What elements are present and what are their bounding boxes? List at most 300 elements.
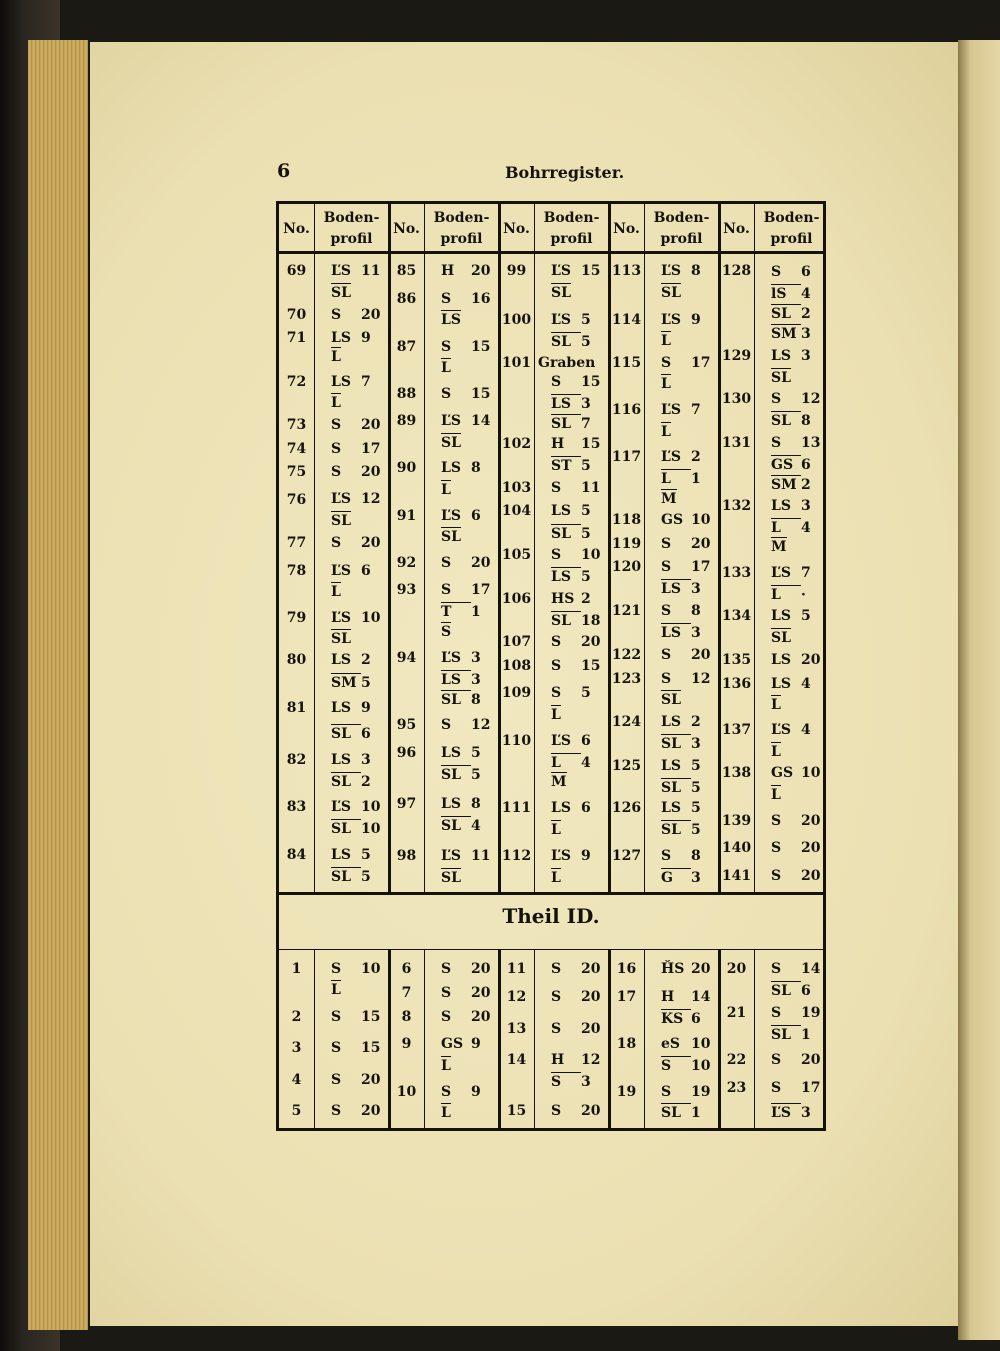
upper-bodenprofil-entry <box>534 503 609 519</box>
upper-bohrung-no: 110 <box>501 733 532 749</box>
upper-bohrung-no: 120 <box>611 559 642 575</box>
upper-bodenprofil-entry <box>754 676 829 692</box>
layer-thickness: 20 <box>801 652 821 668</box>
layer-thickness: 10 <box>361 821 381 837</box>
section-title: Theil ID. <box>502 904 600 928</box>
soil-symbol: SL <box>551 285 571 301</box>
upper-bodenprofil-entry <box>644 536 719 552</box>
upper-bodenprofil-entry <box>314 700 389 716</box>
upper-bodenprofil-entry <box>424 480 499 498</box>
upper-bohrung-no: 94 <box>396 650 417 666</box>
soil-symbol: S <box>441 1009 452 1025</box>
layer-thickness: 17 <box>691 559 711 575</box>
lower-bodenprofil-entry <box>314 1009 389 1025</box>
upper-bodenprofil-entry <box>644 623 719 641</box>
soil-symbol: L <box>551 822 561 838</box>
upper-bohrung-no: 103 <box>501 480 532 496</box>
upper-bodenprofil-entry <box>534 591 609 607</box>
upper-bohrung-no: 87 <box>396 339 417 355</box>
upper-bodenprofil-entry <box>644 355 719 371</box>
layer-thickness: 11 <box>361 263 381 279</box>
upper-bodenprofil-entry <box>424 508 499 524</box>
upper-bohrung-no: 76 <box>286 492 307 508</box>
layer-thickness: 7 <box>581 416 591 432</box>
soil-symbol: ĽS <box>331 610 351 626</box>
header-no: No. <box>723 220 750 237</box>
layer-thickness: 3 <box>691 581 701 597</box>
soil-symbol: SM <box>771 324 801 342</box>
layer-thickness: 8 <box>691 603 701 619</box>
soil-symbol: S <box>771 264 782 280</box>
upper-bohrung-no: 70 <box>286 307 307 323</box>
soil-symbol: LS <box>661 714 681 730</box>
soil-symbol: S <box>551 1103 562 1119</box>
upper-bodenprofil-entry <box>424 555 499 571</box>
upper-bodenprofil-entry <box>314 724 389 742</box>
upper-bohrung-no: 71 <box>286 330 307 346</box>
soil-symbol: S <box>331 961 342 977</box>
lower-bodenprofil-entry <box>754 1080 829 1096</box>
layer-thickness: 12 <box>471 717 491 733</box>
lower-bohrung-no: 3 <box>291 1040 302 1056</box>
layer-thickness: 17 <box>471 582 491 598</box>
layer-thickness: 5 <box>581 458 591 474</box>
soil-symbol: T <box>441 602 471 620</box>
upper-bodenprofil-entry <box>644 800 719 816</box>
layer-thickness: 6 <box>581 800 591 816</box>
layer-thickness: 9 <box>581 848 591 864</box>
soil-symbol: LS <box>331 374 351 390</box>
lower-bodenprofil-entry <box>424 1084 499 1100</box>
soil-symbol: SL <box>771 981 801 999</box>
upper-bodenprofil-entry <box>424 433 499 451</box>
layer-thickness: 6 <box>691 1011 701 1027</box>
layer-thickness: 12 <box>691 671 711 687</box>
soil-symbol: SL <box>441 529 461 545</box>
soil-symbol: LS <box>551 800 571 816</box>
soil-symbol: SL <box>331 867 361 885</box>
lower-bodenprofil-entry <box>314 1072 389 1088</box>
layer-thickness: 15 <box>581 263 601 279</box>
soil-symbol: SL <box>771 370 791 386</box>
upper-bodenprofil-entry <box>314 629 389 647</box>
layer-thickness: 10 <box>801 765 821 781</box>
layer-thickness: 4 <box>801 722 811 738</box>
soil-symbol: SL <box>441 435 461 451</box>
soil-symbol: S <box>551 989 562 1005</box>
soil-symbol: ĽS <box>331 491 351 507</box>
lower-bohrung-no: 1 <box>291 961 302 977</box>
layer-thickness: 10 <box>691 512 711 528</box>
soil-symbol: S <box>661 536 672 552</box>
soil-symbol: ĽS <box>551 848 571 864</box>
soil-symbol: LS <box>551 567 581 585</box>
soil-symbol: SL <box>661 1103 691 1121</box>
upper-bohrung-no: 75 <box>286 464 307 480</box>
upper-bodenprofil-entry <box>314 347 389 365</box>
upper-bodenprofil-entry <box>644 283 719 301</box>
layer-thickness: 10 <box>581 547 601 563</box>
layer-thickness: 20 <box>581 1021 601 1037</box>
upper-bodenprofil-entry <box>534 800 609 816</box>
upper-bohrung-no: 124 <box>611 714 642 730</box>
soil-symbol: SL <box>661 778 691 796</box>
soil-symbol: LS <box>661 800 681 816</box>
layer-thickness: 5 <box>581 503 591 519</box>
row-rule <box>279 949 823 950</box>
upper-bodenprofil-entry <box>754 391 829 407</box>
upper-bodenprofil-entry <box>534 733 609 749</box>
layer-thickness: 20 <box>471 1009 491 1025</box>
layer-thickness: 20 <box>471 985 491 1001</box>
upper-bodenprofil-entry <box>644 734 719 752</box>
layer-thickness: 5 <box>361 869 371 885</box>
upper-bodenprofil-entry <box>534 436 609 452</box>
soil-symbol: L <box>771 787 781 803</box>
soil-symbol: SL <box>441 870 461 886</box>
layer-thickness: 17 <box>361 441 381 457</box>
upper-bodenprofil-entry <box>534 820 609 838</box>
soil-symbol: M <box>771 539 787 555</box>
layer-thickness: 20 <box>801 813 821 829</box>
soil-symbol: S <box>331 1040 342 1056</box>
soil-symbol: S <box>661 559 672 575</box>
lower-bohrung-no: 23 <box>726 1080 747 1096</box>
soil-symbol: S <box>661 671 672 687</box>
upper-bohrung-no: 84 <box>286 847 307 863</box>
soil-symbol: LS <box>661 758 681 774</box>
upper-bodenprofil-entry <box>754 304 829 322</box>
soil-symbol: S <box>661 355 672 371</box>
lower-bohrung-no: 17 <box>616 989 637 1005</box>
layer-thickness: 4 <box>801 286 811 302</box>
upper-bohrung-no: 105 <box>501 547 532 563</box>
layer-thickness: 10 <box>361 799 381 815</box>
layer-thickness: 6 <box>471 508 481 524</box>
soil-symbol: ĽS <box>331 799 351 815</box>
soil-symbol: S <box>771 868 782 884</box>
layer-thickness: 6 <box>801 264 811 280</box>
lower-bohrung-no: 16 <box>616 961 637 977</box>
soil-symbol: SL <box>771 630 791 646</box>
soil-symbol: LS <box>441 796 461 812</box>
layer-thickness: 7 <box>801 565 811 581</box>
layer-thickness: 1 <box>691 1105 701 1121</box>
soil-symbol: LS <box>551 503 571 519</box>
upper-bohrung-no: 127 <box>611 848 642 864</box>
soil-symbol: GS <box>441 1036 464 1052</box>
upper-bodenprofil-entry <box>644 559 719 575</box>
upper-bohrung-no: 96 <box>396 745 417 761</box>
soil-symbol: ĽS <box>331 563 351 579</box>
upper-bodenprofil-entry <box>314 491 389 507</box>
soil-symbol: ĽS <box>661 263 681 279</box>
upper-bohrung-no: 90 <box>396 460 417 476</box>
upper-bodenprofil-entry <box>534 480 609 496</box>
layer-thickness: 3 <box>801 326 811 342</box>
upper-bohrung-no: 93 <box>396 582 417 598</box>
upper-bodenprofil-entry <box>424 650 499 666</box>
soil-symbol: ȞS <box>661 961 685 977</box>
soil-symbol: S <box>331 307 342 323</box>
soil-symbol: ĽS <box>661 449 681 465</box>
soil-symbol: S <box>331 1009 342 1025</box>
soil-symbol: L <box>331 982 341 998</box>
layer-thickness: 6 <box>801 983 811 999</box>
header-no: No. <box>613 220 640 237</box>
upper-bohrung-no: 100 <box>501 312 532 328</box>
layer-thickness: 11 <box>581 480 601 496</box>
upper-bodenprofil-entry <box>314 582 389 600</box>
upper-bodenprofil-entry <box>754 475 829 493</box>
lower-bodenprofil-entry <box>754 1005 829 1021</box>
upper-bohrung-no: 86 <box>396 291 417 307</box>
soil-symbol: S <box>551 1072 581 1090</box>
soil-symbol: S <box>771 813 782 829</box>
lower-bodenprofil-entry <box>424 1103 499 1121</box>
upper-bohrung-no: 99 <box>506 263 527 279</box>
upper-bohrung-no: 113 <box>611 263 642 279</box>
layer-thickness: 10 <box>361 610 381 626</box>
soil-symbol: L <box>661 376 671 392</box>
soil-symbol: L <box>441 482 451 498</box>
page-number: 6 <box>277 160 291 182</box>
upper-bodenprofil-entry <box>424 745 499 761</box>
soil-symbol: LS <box>441 460 461 476</box>
layer-thickness: 5 <box>581 526 591 542</box>
upper-bohrung-no: 72 <box>286 374 307 390</box>
upper-bodenprofil-entry <box>424 765 499 783</box>
upper-bodenprofil-entry <box>534 685 609 701</box>
layer-thickness: 4 <box>801 520 811 536</box>
lower-bohrung-no: 11 <box>506 961 527 977</box>
layer-thickness: 8 <box>471 692 481 708</box>
layer-thickness: 15 <box>471 339 491 355</box>
soil-symbol: GS <box>661 512 684 528</box>
upper-bodenprofil-entry <box>754 785 829 803</box>
upper-bodenprofil-entry <box>644 422 719 440</box>
soil-symbol: SL <box>331 285 351 301</box>
soil-symbol: LS <box>771 348 791 364</box>
layer-thickness: 19 <box>801 1005 821 1021</box>
header-bodenprofil: Boden- profil <box>763 210 820 247</box>
lower-bohrung-no: 8 <box>401 1009 412 1025</box>
upper-bodenprofil-entry <box>534 658 609 674</box>
layer-thickness: 20 <box>471 961 491 977</box>
lower-bodenprofil-entry <box>534 989 609 1005</box>
layer-thickness: 1 <box>691 471 701 487</box>
layer-thickness: 2 <box>691 714 701 730</box>
soil-symbol: ĽS <box>661 402 681 418</box>
soil-symbol: S <box>331 464 342 480</box>
soil-symbol: LS <box>331 330 351 346</box>
soil-symbol: M <box>551 774 567 790</box>
layer-thickness: 14 <box>471 413 491 429</box>
soil-symbol: S <box>661 848 672 864</box>
layer-thickness: 9 <box>361 330 371 346</box>
soil-symbol: ĽS <box>551 733 571 749</box>
lower-bodenprofil-entry <box>534 1021 609 1037</box>
layer-thickness: 7 <box>691 402 701 418</box>
layer-thickness: 1 <box>801 1027 811 1043</box>
soil-symbol: S <box>551 658 562 674</box>
upper-bohrung-no: 88 <box>396 386 417 402</box>
soil-symbol: S <box>441 624 452 640</box>
soil-symbol: S <box>771 391 782 407</box>
lower-bodenprofil-entry <box>754 1103 829 1121</box>
upper-bodenprofil-entry <box>754 840 829 856</box>
soil-symbol: L <box>771 744 781 760</box>
layer-thickness: 14 <box>801 961 821 977</box>
upper-bohrung-no: 129 <box>721 348 752 364</box>
layer-thickness: 5 <box>471 767 481 783</box>
layer-thickness: 5 <box>691 800 701 816</box>
layer-thickness: 2 <box>691 449 701 465</box>
soil-symbol: S <box>331 1103 342 1119</box>
lower-bodenprofil-entry <box>534 1072 609 1090</box>
upper-bodenprofil-entry <box>314 563 389 579</box>
soil-symbol: SL <box>441 816 471 834</box>
upper-bohrung-no: 134 <box>721 608 752 624</box>
layer-thickness: 8 <box>801 413 811 429</box>
soil-symbol: SL <box>771 304 801 322</box>
layer-thickness: 5 <box>581 312 591 328</box>
soil-symbol: SL <box>331 772 361 790</box>
header-no: No. <box>393 220 420 237</box>
soil-symbol: S <box>771 961 782 977</box>
upper-bodenprofil-entry <box>754 518 829 536</box>
upper-bodenprofil-entry <box>644 758 719 774</box>
layer-thickness: 5 <box>471 745 481 761</box>
soil-symbol: ĽS <box>771 1103 801 1121</box>
soil-symbol: S <box>771 840 782 856</box>
upper-bodenprofil-entry <box>314 867 389 885</box>
upper-bodenprofil-entry <box>314 799 389 815</box>
soil-symbol: S <box>551 480 562 496</box>
soil-symbol: LS <box>441 312 461 328</box>
upper-bohrung-no: 119 <box>611 536 642 552</box>
lower-bohrung-no: 12 <box>506 989 527 1005</box>
soil-symbol: lS <box>771 284 801 302</box>
soil-symbol: S <box>771 1005 782 1021</box>
upper-bodenprofil-entry <box>754 411 829 429</box>
upper-bohrung-no: 117 <box>611 449 642 465</box>
layer-thickness: 4 <box>471 818 481 834</box>
soil-symbol: SL <box>441 765 471 783</box>
upper-bohrung-no: 131 <box>721 435 752 451</box>
soil-symbol: S <box>771 1052 782 1068</box>
layer-thickness: 20 <box>801 840 821 856</box>
soil-symbol: S <box>551 547 562 563</box>
layer-thickness: 9 <box>691 312 701 328</box>
layer-thickness: 19 <box>691 1084 711 1100</box>
soil-symbol: M <box>661 491 677 507</box>
upper-bodenprofil-entry <box>644 489 719 507</box>
lower-bodenprofil-entry <box>754 1052 829 1068</box>
layer-thickness: 4 <box>581 755 591 771</box>
layer-thickness: 8 <box>691 263 701 279</box>
soil-symbol: LS <box>661 579 691 597</box>
layer-thickness: 5 <box>361 847 371 863</box>
soil-symbol: LS <box>441 745 461 761</box>
layer-thickness: 7 <box>361 374 371 390</box>
upper-bodenprofil-entry <box>534 848 609 864</box>
layer-thickness: 3 <box>691 870 701 886</box>
soil-symbol: S <box>551 961 562 977</box>
soil-symbol: SL <box>551 414 581 432</box>
upper-bodenprofil-entry <box>754 537 829 555</box>
layer-thickness: 11 <box>471 848 491 864</box>
upper-bodenprofil-entry <box>424 670 499 688</box>
layer-thickness: 5 <box>581 334 591 350</box>
upper-bodenprofil-entry <box>754 324 829 342</box>
soil-symbol: GS <box>771 455 801 473</box>
soil-symbol: H <box>551 436 565 452</box>
upper-bohrung-no: 77 <box>286 535 307 551</box>
upper-bodenprofil-entry <box>754 498 829 514</box>
lower-bohrung-no: 4 <box>291 1072 302 1088</box>
upper-bodenprofil-entry <box>534 374 609 390</box>
upper-bohrung-no: 80 <box>286 652 307 668</box>
upper-bohrung-no: 114 <box>611 312 642 328</box>
lower-bodenprofil-entry <box>424 1056 499 1074</box>
upper-bodenprofil-entry <box>424 263 499 279</box>
upper-bodenprofil-entry <box>644 848 719 864</box>
upper-bodenprofil-entry <box>314 307 389 323</box>
layer-thickness: 20 <box>581 1103 601 1119</box>
upper-bohrung-no: 140 <box>721 840 752 856</box>
layer-thickness: 1 <box>471 604 481 620</box>
layer-thickness: 15 <box>581 436 601 452</box>
soil-symbol: LS <box>771 652 791 668</box>
upper-bodenprofil-entry <box>754 368 829 386</box>
upper-bohrung-no: 83 <box>286 799 307 815</box>
upper-bodenprofil-entry <box>424 796 499 812</box>
soil-symbol: SL <box>331 724 361 742</box>
upper-bodenprofil-entry <box>424 339 499 355</box>
soil-symbol: S <box>551 1021 562 1037</box>
upper-bodenprofil-entry <box>644 647 719 663</box>
soil-symbol: SL <box>771 411 801 429</box>
upper-bodenprofil-entry <box>754 435 829 451</box>
soil-symbol: ĽS <box>661 312 681 328</box>
soil-symbol: SL <box>771 1025 801 1043</box>
upper-bodenprofil-entry <box>424 717 499 733</box>
layer-thickness: 5 <box>691 780 701 796</box>
upper-bodenprofil-entry <box>314 847 389 863</box>
lower-bodenprofil-entry <box>314 1040 389 1056</box>
soil-symbol: S <box>551 374 562 390</box>
upper-bohrung-no: 132 <box>721 498 752 514</box>
soil-symbol: L <box>331 395 341 411</box>
row-rule <box>279 892 823 895</box>
layer-thickness: 5 <box>691 822 701 838</box>
soil-symbol: SL <box>331 819 361 837</box>
soil-symbol: S <box>661 603 672 619</box>
soil-symbol: ĽS <box>771 565 791 581</box>
soil-symbol: ĽS <box>551 263 571 279</box>
upper-bodenprofil-entry <box>534 283 609 301</box>
soil-symbol: SL <box>441 690 471 708</box>
layer-thickness: 15 <box>581 374 601 390</box>
upper-bodenprofil-entry <box>644 469 719 487</box>
upper-bodenprofil-entry <box>644 512 719 528</box>
soil-symbol: S <box>771 1080 782 1096</box>
layer-thickness: 15 <box>361 1009 381 1025</box>
running-head: Bohrregister. <box>505 163 625 182</box>
upper-bodenprofil-entry <box>534 456 609 474</box>
layer-thickness: 5 <box>801 608 811 624</box>
